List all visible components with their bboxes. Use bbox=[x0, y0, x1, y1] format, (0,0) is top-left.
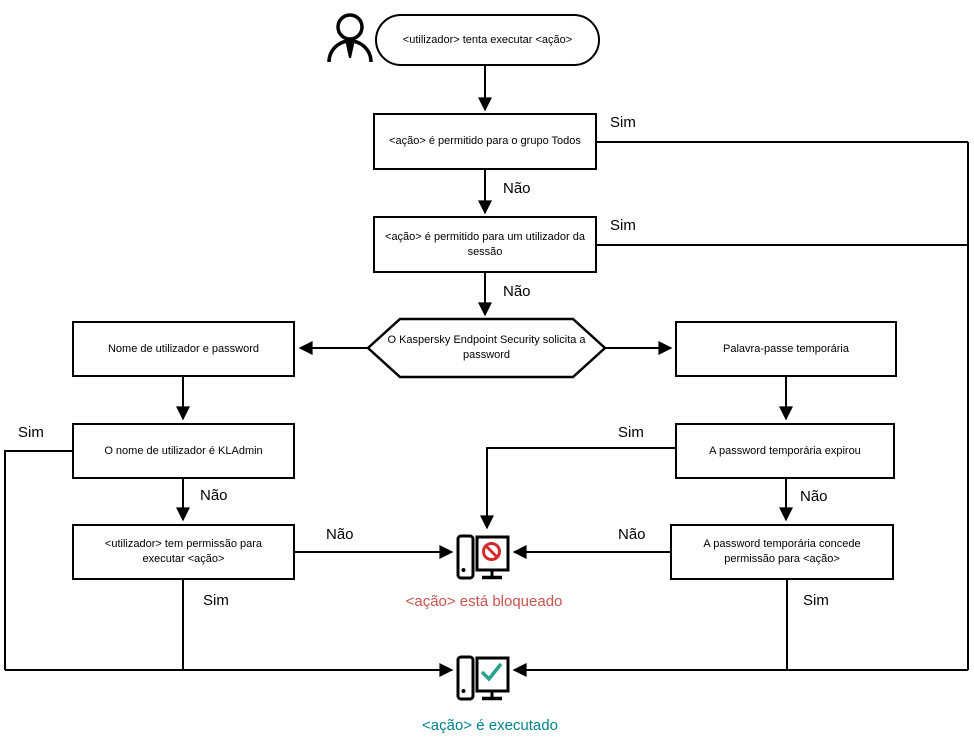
node-temp-grants bbox=[670, 524, 894, 580]
edge-label-sim-temp-grants: Sim bbox=[803, 592, 829, 609]
node-temp-grants-label: A password temporária concede permissão para <ação> bbox=[703, 538, 861, 565]
person-icon bbox=[329, 15, 371, 62]
node-allowed-group bbox=[373, 113, 597, 170]
node-password-prompt-label: O Kaspersky Endpoint Security solicita a password bbox=[387, 334, 586, 361]
edge-label-sim-kladmin: Sim bbox=[18, 424, 44, 441]
node-start bbox=[375, 14, 600, 66]
edge-label-nao-user-permission: Não bbox=[326, 526, 354, 543]
node-username-password bbox=[72, 321, 295, 377]
edge-label-nao-kladmin: Não bbox=[200, 487, 228, 504]
node-allowed-session-label: <ação> é permitido para um utilizador da sessão bbox=[385, 230, 585, 258]
node-user-permission-label: <utilizador> tem permissão para executar <ação> bbox=[104, 538, 263, 565]
edge-label-nao-allowed-group: Não bbox=[503, 180, 531, 197]
executed-status-text: <ação> é executado bbox=[422, 717, 558, 734]
node-temp-expired bbox=[675, 423, 895, 479]
edge-label-nao-temp-grants: Não bbox=[618, 526, 646, 543]
node-username-password-label: Nome de utilizador e password bbox=[107, 342, 260, 355]
node-temp-expired-label: A password temporária expirou bbox=[709, 444, 861, 457]
node-kladmin-label: O nome de utilizador é KLAdmin bbox=[104, 444, 263, 457]
computer-blocked-icon bbox=[458, 536, 508, 578]
edge-label-sim-temp-expired: Sim bbox=[618, 424, 644, 441]
node-password-prompt bbox=[386, 320, 587, 376]
node-temp-password bbox=[675, 321, 897, 377]
edge-label-nao-temp-expired: Não bbox=[800, 488, 828, 505]
blocked-status-text: <ação> está bloqueado bbox=[405, 593, 563, 610]
node-start-label: <utilizador> tenta executar <ação> bbox=[402, 33, 573, 46]
node-allowed-group-label: <ação> é permitido para o grupo Todos bbox=[389, 135, 581, 148]
edge-label-sim-allowed-session: Sim bbox=[610, 217, 636, 234]
node-allowed-session bbox=[373, 216, 597, 273]
node-temp-password-label: Palavra-passe temporária bbox=[723, 342, 849, 355]
node-user-permission bbox=[72, 524, 295, 580]
computer-check-icon bbox=[458, 657, 508, 699]
edge-label-sim-user-permission: Sim bbox=[203, 592, 229, 609]
edge-label-sim-allowed-group: Sim bbox=[610, 114, 636, 131]
edge-label-nao-allowed-session: Não bbox=[503, 283, 531, 300]
node-kladmin bbox=[72, 423, 295, 479]
